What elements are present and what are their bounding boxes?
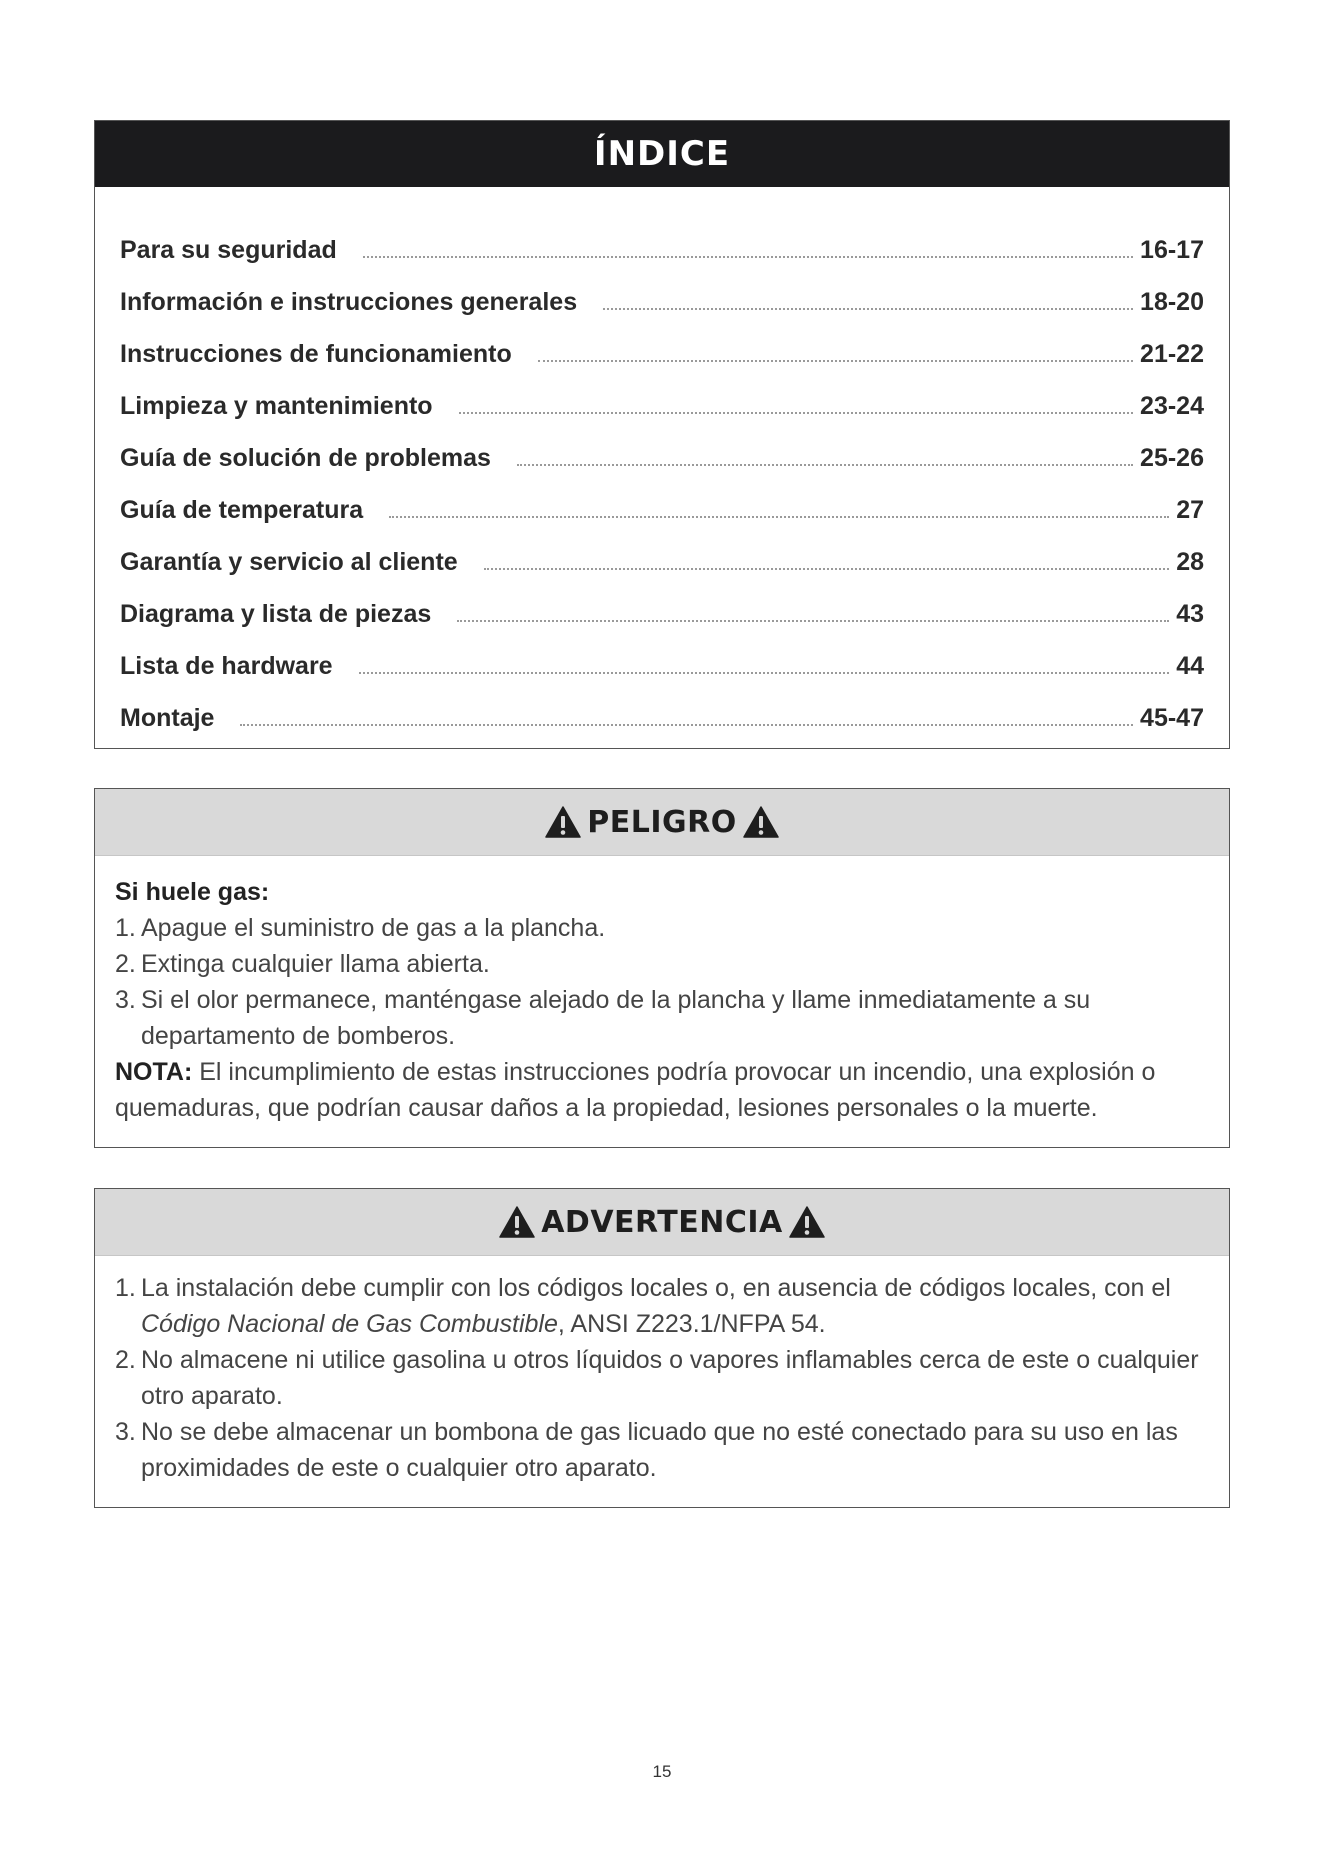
item-number: 3. xyxy=(115,1418,136,1446)
toc-list xyxy=(95,187,1229,753)
danger-lead: Si huele gas: xyxy=(115,878,270,906)
index-header xyxy=(95,121,1229,187)
toc-leader-dots xyxy=(603,308,1133,310)
code-reference: Código Nacional de Gas Combustible xyxy=(141,1310,558,1338)
toc-entry-label: Instrucciones de funcionamiento xyxy=(120,340,512,368)
warning-triangle-icon xyxy=(545,806,581,838)
warning-header xyxy=(95,1189,1229,1256)
toc-entry[interactable] xyxy=(120,317,1204,369)
toc-leader-dots xyxy=(359,672,1170,674)
toc-leader-dots xyxy=(240,724,1133,726)
list-item xyxy=(115,1342,1203,1414)
item-text xyxy=(141,1270,1203,1342)
note-text: El incumplimiento de estas instrucciones podría provocar un incendio, una explosión o quemaduras, que podrían causar daños a la propiedad, lesiones personales o la muerte. xyxy=(115,1058,1156,1122)
page-number: 15 xyxy=(652,1762,672,1781)
toc-entry[interactable] xyxy=(120,213,1204,265)
item-number: 2. xyxy=(115,1346,136,1374)
toc-entry-pages: 18-20 xyxy=(1140,288,1204,316)
warning-body xyxy=(95,1256,1229,1506)
toc-entry-pages: 16-17 xyxy=(1140,236,1204,264)
item-text: No se debe almacenar un bombona de gas licuado que no esté conectado para su uso en las proximidades de este o cualquier otro aparato. xyxy=(141,1418,1178,1482)
index-title: ÍNDICE xyxy=(593,134,731,174)
list-item xyxy=(115,910,1203,946)
toc-entry-label: Información e instrucciones generales xyxy=(120,288,578,316)
item-text-part: , ANSI Z223.1/NFPA 54. xyxy=(557,1310,826,1338)
toc-entry-pages: 21-22 xyxy=(1140,340,1204,368)
toc-entry-label: Guía de solución de problemas xyxy=(120,444,491,472)
item-number: 3. xyxy=(115,986,136,1014)
toc-entry-pages: 43 xyxy=(1176,600,1204,628)
toc-entry[interactable] xyxy=(120,525,1204,577)
item-number: 2. xyxy=(115,950,136,978)
note-label: NOTA: xyxy=(115,1058,193,1086)
toc-entry-pages: 25-26 xyxy=(1140,444,1204,472)
toc-entry[interactable] xyxy=(120,421,1204,473)
danger-box xyxy=(94,788,1230,1148)
toc-entry[interactable] xyxy=(120,577,1204,629)
item-text: Extinga cualquier llama abierta. xyxy=(141,950,490,978)
toc-entry[interactable] xyxy=(120,629,1204,681)
toc-entry-pages: 44 xyxy=(1176,652,1204,680)
toc-leader-dots xyxy=(484,568,1170,570)
list-item xyxy=(115,946,1203,982)
toc-entry-label: Guía de temperatura xyxy=(120,496,364,524)
item-number: 1. xyxy=(115,1274,136,1302)
item-text: Apague el suministro de gas a la plancha. xyxy=(141,914,606,942)
warning-box xyxy=(94,1188,1230,1508)
toc-leader-dots xyxy=(389,516,1169,518)
item-number: 1. xyxy=(115,914,136,942)
warning-triangle-icon xyxy=(743,806,779,838)
toc-entry-label: Limpieza y mantenimiento xyxy=(120,392,433,420)
toc-leader-dots xyxy=(517,464,1133,466)
warning-triangle-icon xyxy=(789,1206,825,1238)
list-item xyxy=(115,982,1203,1054)
item-text: No almacene ni utilice gasolina u otros líquidos o vapores inflamables cerca de este o cualquier otro aparato. xyxy=(141,1346,1199,1410)
toc-entry-label: Diagrama y lista de piezas xyxy=(120,600,432,628)
toc-leader-dots xyxy=(538,360,1133,362)
warning-title: ADVERTENCIA xyxy=(541,1204,783,1240)
danger-title: PELIGRO xyxy=(587,804,737,840)
warning-triangle-icon xyxy=(499,1206,535,1238)
toc-entry[interactable] xyxy=(120,265,1204,317)
list-item xyxy=(115,1414,1203,1486)
danger-header xyxy=(95,789,1229,856)
toc-entry-label: Lista de hardware xyxy=(120,652,333,680)
toc-entry-label: Para su seguridad xyxy=(120,236,337,264)
toc-entry-pages: 45-47 xyxy=(1140,704,1204,732)
toc-entry[interactable] xyxy=(120,681,1204,733)
item-text-part: La instalación debe cumplir con los códigos locales o, en ausencia de códigos locales, con el xyxy=(141,1274,1171,1302)
toc-leader-dots xyxy=(457,620,1169,622)
item-text: Si el olor permanece, manténgase alejado de la plancha y llame inmediatamente a su departamento de bomberos. xyxy=(141,986,1091,1050)
list-item xyxy=(115,1270,1203,1342)
toc-entry-pages: 23-24 xyxy=(1140,392,1204,420)
index-box xyxy=(94,120,1230,749)
toc-entry-label: Montaje xyxy=(120,704,215,732)
toc-entry[interactable] xyxy=(120,473,1204,525)
toc-entry[interactable] xyxy=(120,369,1204,421)
toc-entry-label: Garantía y servicio al cliente xyxy=(120,548,458,576)
toc-leader-dots xyxy=(363,256,1133,258)
toc-leader-dots xyxy=(459,412,1133,414)
toc-entry-pages: 27 xyxy=(1176,496,1204,524)
danger-body xyxy=(95,856,1229,1146)
danger-note xyxy=(115,1054,1203,1126)
toc-entry-pages: 28 xyxy=(1176,548,1204,576)
